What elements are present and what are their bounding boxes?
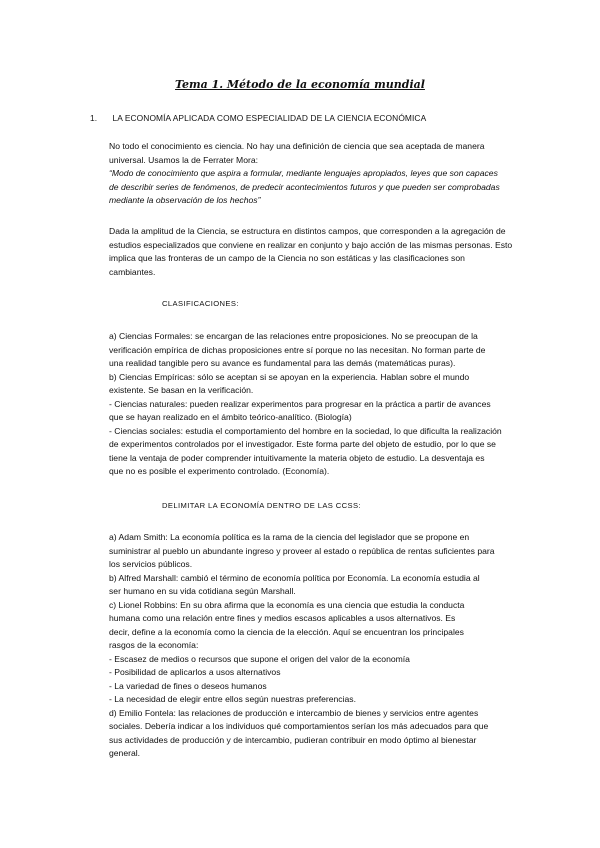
list-item: - La necesidad de elegir entre ellos según nuestras preferencias. (109, 694, 356, 704)
list-item: b) Alfred Marshall: cambió el término de economía política por Economía. La economía estudia al (109, 572, 480, 583)
section-heading (90, 113, 426, 123)
section-heading-text: LA ECONOMÍA APLICADA COMO ESPECIALIDAD DE LA CIENCIA ECONÓMICA (112, 113, 427, 123)
list-item: rasgos de la economía: (109, 640, 199, 650)
science-paragraph (109, 225, 534, 279)
list-item: existente. Se basan en la verificación. (109, 385, 254, 395)
clasificaciones-list (109, 330, 534, 479)
list-item: - Escasez de medios o recursos que supone el origen del valor de la economía (109, 653, 410, 664)
text-line: cambiantes. (109, 266, 156, 277)
list-item: decir, define a la economía como la ciencia de la elección. Aquí se encuentran los principales (109, 626, 464, 637)
quote-line: “Modo de conocimiento que aspira a formular, mediante lenguajes apropiados, leyes que son capaces (109, 168, 498, 178)
text-line: Dada la amplitud de la Ciencia, se estructura en distintos campos, que corresponden a la agregación de (109, 226, 506, 236)
list-item: general. (109, 748, 141, 758)
list-item: suministrar al pueblo un abundante ingreso y proveer al estado o república de rentas suficientes para (109, 545, 495, 556)
delimitar-heading: DELIMITAR LA ECONOMÍA DENTRO DE LAS CCSS: (162, 501, 361, 510)
text-line: universal. Usamos la de Ferrater Mora: (109, 154, 259, 165)
list-item: - Ciencias naturales: pueden realizar experimentos para progresar en la práctica a partir de avances (109, 398, 491, 409)
list-item: sus actividades de producción y de intercambio, pudieran contribuir en modo óptimo al bienestar (109, 734, 477, 745)
text-line: implica que las fronteras de un campo de la Ciencia no son estáticas y las clasificaciones son (109, 253, 465, 263)
list-item: sociales. Debería indicar a los individuos qué comportamientos serían los más adecuados para que (109, 721, 489, 731)
list-item: - Ciencias sociales: estudia el comportamiento del hombre en la sociedad, lo que dificulta la realización (109, 425, 502, 436)
list-item: b) Ciencias Empíricas: sólo se aceptan si se apoyan en la experiencia. Hablan sobre el mundo (109, 371, 470, 382)
list-item: d) Emilio Fontela: las relaciones de producción e intercambio de bienes y servicios entre agentes (109, 707, 479, 718)
section-number: 1. (90, 113, 98, 123)
list-item: verificación empírica de dichas proposiciones entre sí porque no las necesitan. No forman parte de (109, 344, 486, 355)
list-item: c) Lionel Robbins: En su obra afirma que la economía es una ciencia que estudia la conducta (109, 599, 465, 610)
list-item: una realidad tangible pero su avance es fundamental para las demás (matemáticas puras). (109, 358, 456, 368)
quote-line: mediante la observación de los hechos” (109, 195, 261, 205)
list-item: humana como una relación entre fines y medios escasos aplicables a usos alternativos. Es (109, 613, 456, 623)
list-item: a) Adam Smith: La economía política es la rama de la ciencia del legislador que se propone en (109, 532, 470, 542)
list-item: los servicios públicos. (109, 559, 193, 569)
page-title: Tema 1. Método de la economía mundial (175, 78, 425, 91)
intro-paragraph (109, 140, 534, 208)
quote-line: de describir series de fenómenos, de predecir acontecimientos futuros y que pueden ser comprobadas (109, 181, 500, 192)
list-item: tiene la ventaja de poder comprender intuitivamente la materia objeto de estudio. La desventaja es (109, 452, 485, 463)
text-line: No todo el conocimiento es ciencia. No hay una definición de ciencia que sea aceptada de manera (109, 141, 485, 151)
list-item: - La variedad de fines o deseos humanos (109, 680, 267, 691)
text-line: estudios especializados que conviene en realizar en conjunto y bajo acción de las mismas personas. Esto (109, 239, 513, 250)
list-item: - Posibilidad de aplicarlos a usos alternativos (109, 667, 281, 677)
list-item: de experimentos controlados por el investigador. Este forma parte del objeto de estudio, por lo que se (109, 439, 496, 449)
list-item: que se hayan realizado en el ámbito teórico-analítico. (Biología) (109, 412, 352, 422)
delimitar-list (109, 531, 534, 761)
clasificaciones-heading: CLASIFICACIONES: (162, 299, 239, 308)
list-item: que no es posible el experimento controlado. (Economía). (109, 466, 330, 476)
list-item: ser humano en su vida cotidiana según Marshall. (109, 586, 296, 596)
list-item: a) Ciencias Formales: se encargan de las relaciones entre proposiciones. No se preocupan de la (109, 331, 478, 341)
